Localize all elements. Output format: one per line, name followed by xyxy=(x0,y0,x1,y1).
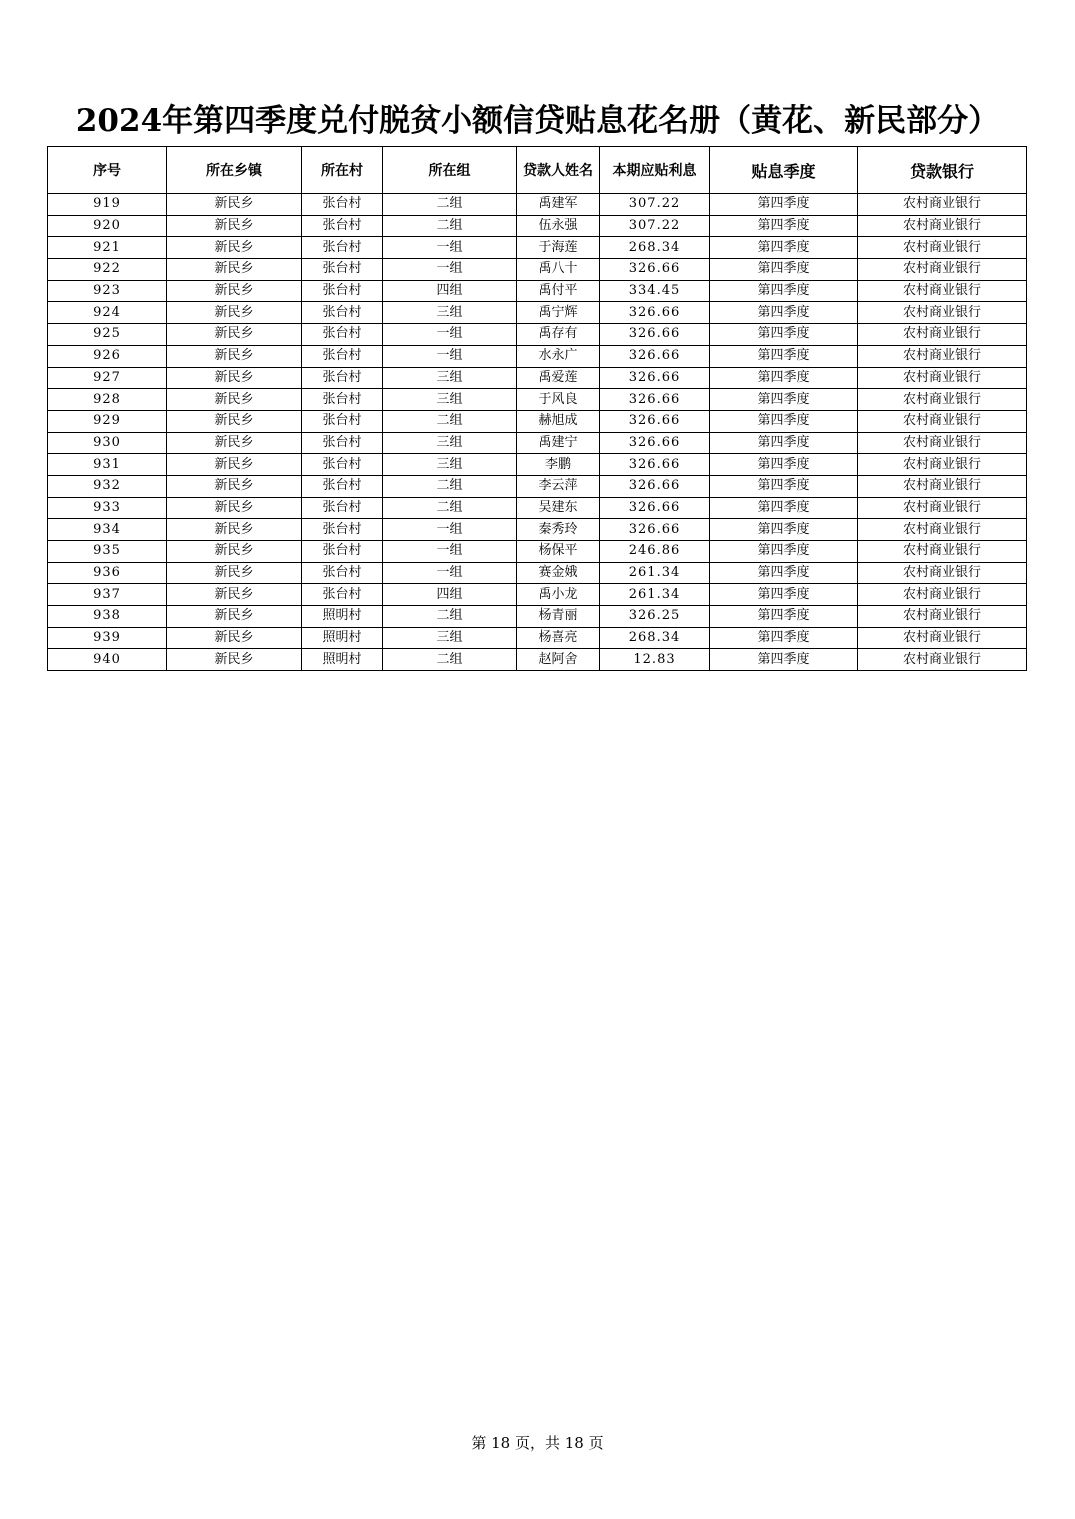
group-cell: 一组 xyxy=(383,562,517,584)
township-cell: 新民乡 xyxy=(167,519,302,541)
group-cell: 三组 xyxy=(383,454,517,476)
lending-bank-cell: 农村商业银行 xyxy=(858,389,1027,411)
header-serial-number: 序号 xyxy=(48,147,167,194)
township-cell: 新民乡 xyxy=(167,497,302,519)
borrower-name-cell: 水永广 xyxy=(517,345,600,367)
interest-amount-cell: 326.66 xyxy=(600,410,710,432)
serial-number-cell: 919 xyxy=(48,194,167,216)
lending-bank-cell: 农村商业银行 xyxy=(858,345,1027,367)
subsidy-quarter-cell: 第四季度 xyxy=(710,410,858,432)
group-cell: 二组 xyxy=(383,410,517,432)
serial-number-cell: 933 xyxy=(48,497,167,519)
header-township: 所在乡镇 xyxy=(167,147,302,194)
document-title: 2024年第四季度兑付脱贫小额信贷贴息花名册（黄花、新民部分） xyxy=(75,103,1000,139)
subsidy-quarter-cell: 第四季度 xyxy=(710,389,858,411)
township-cell: 新民乡 xyxy=(167,606,302,628)
township-cell: 新民乡 xyxy=(167,649,302,671)
subsidy-quarter-cell: 第四季度 xyxy=(710,280,858,302)
table-row xyxy=(48,215,1027,237)
serial-number-cell: 928 xyxy=(48,389,167,411)
table-row xyxy=(48,454,1027,476)
interest-amount-cell: 246.86 xyxy=(600,541,710,563)
lending-bank-cell: 农村商业银行 xyxy=(858,562,1027,584)
subsidy-quarter-cell: 第四季度 xyxy=(710,649,858,671)
group-cell: 四组 xyxy=(383,584,517,606)
lending-bank-cell: 农村商业银行 xyxy=(858,194,1027,216)
borrower-name-cell: 禹建军 xyxy=(517,194,600,216)
village-cell: 张台村 xyxy=(302,519,383,541)
table-row xyxy=(48,627,1027,649)
lending-bank-cell: 农村商业银行 xyxy=(858,584,1027,606)
interest-amount-cell: 12.83 xyxy=(600,649,710,671)
table-row xyxy=(48,649,1027,671)
lending-bank-cell: 农村商业银行 xyxy=(858,649,1027,671)
group-cell: 三组 xyxy=(383,302,517,324)
village-cell: 张台村 xyxy=(302,410,383,432)
township-cell: 新民乡 xyxy=(167,584,302,606)
group-cell: 四组 xyxy=(383,280,517,302)
serial-number-cell: 921 xyxy=(48,237,167,259)
subsidy-quarter-cell: 第四季度 xyxy=(710,584,858,606)
interest-amount-cell: 326.66 xyxy=(600,345,710,367)
header-subsidy-quarter: 贴息季度 xyxy=(710,147,858,194)
township-cell: 新民乡 xyxy=(167,324,302,346)
page-number-footer: 第 18 页，共 18 页 xyxy=(471,1434,604,1452)
table-row xyxy=(48,367,1027,389)
interest-amount-cell: 326.66 xyxy=(600,497,710,519)
interest-amount-cell: 326.66 xyxy=(600,389,710,411)
township-cell: 新民乡 xyxy=(167,541,302,563)
township-cell: 新民乡 xyxy=(167,194,302,216)
subsidy-quarter-cell: 第四季度 xyxy=(710,302,858,324)
village-cell: 张台村 xyxy=(302,259,383,281)
township-cell: 新民乡 xyxy=(167,562,302,584)
borrower-name-cell: 杨青丽 xyxy=(517,606,600,628)
subsidy-quarter-cell: 第四季度 xyxy=(710,215,858,237)
serial-number-cell: 930 xyxy=(48,432,167,454)
interest-amount-cell: 326.66 xyxy=(600,454,710,476)
table-row xyxy=(48,259,1027,281)
subsidy-quarter-cell: 第四季度 xyxy=(710,259,858,281)
serial-number-cell: 936 xyxy=(48,562,167,584)
interest-amount-cell: 326.66 xyxy=(600,367,710,389)
serial-number-cell: 922 xyxy=(48,259,167,281)
interest-amount-cell: 334.45 xyxy=(600,280,710,302)
table-row xyxy=(48,541,1027,563)
group-cell: 三组 xyxy=(383,432,517,454)
interest-amount-cell: 307.22 xyxy=(600,215,710,237)
village-cell: 张台村 xyxy=(302,497,383,519)
interest-amount-cell: 326.66 xyxy=(600,302,710,324)
table-row xyxy=(48,519,1027,541)
group-cell: 三组 xyxy=(383,627,517,649)
township-cell: 新民乡 xyxy=(167,345,302,367)
township-cell: 新民乡 xyxy=(167,302,302,324)
serial-number-cell: 925 xyxy=(48,324,167,346)
village-cell: 张台村 xyxy=(302,215,383,237)
borrower-name-cell: 禹付平 xyxy=(517,280,600,302)
lending-bank-cell: 农村商业银行 xyxy=(858,259,1027,281)
table-row xyxy=(48,497,1027,519)
township-cell: 新民乡 xyxy=(167,280,302,302)
village-cell: 张台村 xyxy=(302,280,383,302)
borrower-name-cell: 赫旭成 xyxy=(517,410,600,432)
serial-number-cell: 935 xyxy=(48,541,167,563)
lending-bank-cell: 农村商业银行 xyxy=(858,410,1027,432)
serial-number-cell: 920 xyxy=(48,215,167,237)
village-cell: 张台村 xyxy=(302,475,383,497)
group-cell: 一组 xyxy=(383,519,517,541)
serial-number-cell: 929 xyxy=(48,410,167,432)
township-cell: 新民乡 xyxy=(167,410,302,432)
subsidy-quarter-cell: 第四季度 xyxy=(710,541,858,563)
interest-amount-cell: 326.66 xyxy=(600,519,710,541)
borrower-name-cell: 吴建东 xyxy=(517,497,600,519)
borrower-name-cell: 禹存有 xyxy=(517,324,600,346)
interest-amount-cell: 326.66 xyxy=(600,259,710,281)
borrower-name-cell: 李鹏 xyxy=(517,454,600,476)
group-cell: 二组 xyxy=(383,497,517,519)
village-cell: 张台村 xyxy=(302,541,383,563)
township-cell: 新民乡 xyxy=(167,215,302,237)
village-cell: 照明村 xyxy=(302,606,383,628)
table-header-row xyxy=(48,147,1027,194)
village-cell: 张台村 xyxy=(302,584,383,606)
lending-bank-cell: 农村商业银行 xyxy=(858,497,1027,519)
table-row xyxy=(48,345,1027,367)
village-cell: 张台村 xyxy=(302,367,383,389)
serial-number-cell: 932 xyxy=(48,475,167,497)
village-cell: 张台村 xyxy=(302,454,383,476)
subsidy-quarter-cell: 第四季度 xyxy=(710,194,858,216)
group-cell: 三组 xyxy=(383,389,517,411)
township-cell: 新民乡 xyxy=(167,475,302,497)
subsidy-quarter-cell: 第四季度 xyxy=(710,475,858,497)
interest-amount-cell: 268.34 xyxy=(600,627,710,649)
table-row xyxy=(48,432,1027,454)
serial-number-cell: 927 xyxy=(48,367,167,389)
township-cell: 新民乡 xyxy=(167,627,302,649)
serial-number-cell: 939 xyxy=(48,627,167,649)
lending-bank-cell: 农村商业银行 xyxy=(858,367,1027,389)
borrower-name-cell: 禹八十 xyxy=(517,259,600,281)
township-cell: 新民乡 xyxy=(167,432,302,454)
borrower-name-cell: 赛金娥 xyxy=(517,562,600,584)
interest-amount-cell: 326.25 xyxy=(600,606,710,628)
lending-bank-cell: 农村商业银行 xyxy=(858,215,1027,237)
group-cell: 二组 xyxy=(383,649,517,671)
township-cell: 新民乡 xyxy=(167,237,302,259)
township-cell: 新民乡 xyxy=(167,389,302,411)
borrower-name-cell: 禹宁辉 xyxy=(517,302,600,324)
lending-bank-cell: 农村商业银行 xyxy=(858,606,1027,628)
lending-bank-cell: 农村商业银行 xyxy=(858,454,1027,476)
lending-bank-cell: 农村商业银行 xyxy=(858,237,1027,259)
interest-amount-cell: 307.22 xyxy=(600,194,710,216)
table-row xyxy=(48,475,1027,497)
group-cell: 一组 xyxy=(383,237,517,259)
subsidy-quarter-cell: 第四季度 xyxy=(710,562,858,584)
borrower-name-cell: 李云萍 xyxy=(517,475,600,497)
subsidy-quarter-cell: 第四季度 xyxy=(710,432,858,454)
borrower-name-cell: 禹建宁 xyxy=(517,432,600,454)
lending-bank-cell: 农村商业银行 xyxy=(858,280,1027,302)
subsidy-roster-table xyxy=(47,146,1027,671)
group-cell: 一组 xyxy=(383,324,517,346)
subsidy-quarter-cell: 第四季度 xyxy=(710,367,858,389)
village-cell: 张台村 xyxy=(302,389,383,411)
village-cell: 张台村 xyxy=(302,324,383,346)
borrower-name-cell: 禹小龙 xyxy=(517,584,600,606)
interest-amount-cell: 326.66 xyxy=(600,324,710,346)
table-row xyxy=(48,237,1027,259)
serial-number-cell: 926 xyxy=(48,345,167,367)
interest-amount-cell: 326.66 xyxy=(600,432,710,454)
subsidy-quarter-cell: 第四季度 xyxy=(710,454,858,476)
lending-bank-cell: 农村商业银行 xyxy=(858,627,1027,649)
group-cell: 二组 xyxy=(383,215,517,237)
serial-number-cell: 931 xyxy=(48,454,167,476)
serial-number-cell: 940 xyxy=(48,649,167,671)
table-row xyxy=(48,606,1027,628)
subsidy-quarter-cell: 第四季度 xyxy=(710,519,858,541)
village-cell: 张台村 xyxy=(302,432,383,454)
lending-bank-cell: 农村商业银行 xyxy=(858,432,1027,454)
group-cell: 二组 xyxy=(383,475,517,497)
group-cell: 一组 xyxy=(383,345,517,367)
table-row xyxy=(48,562,1027,584)
village-cell: 张台村 xyxy=(302,237,383,259)
subsidy-quarter-cell: 第四季度 xyxy=(710,324,858,346)
lending-bank-cell: 农村商业银行 xyxy=(858,302,1027,324)
borrower-name-cell: 秦秀玲 xyxy=(517,519,600,541)
serial-number-cell: 938 xyxy=(48,606,167,628)
group-cell: 二组 xyxy=(383,606,517,628)
table-row xyxy=(48,280,1027,302)
table-row xyxy=(48,389,1027,411)
group-cell: 一组 xyxy=(383,259,517,281)
serial-number-cell: 937 xyxy=(48,584,167,606)
interest-amount-cell: 261.34 xyxy=(600,584,710,606)
subsidy-quarter-cell: 第四季度 xyxy=(710,627,858,649)
table-row xyxy=(48,194,1027,216)
village-cell: 张台村 xyxy=(302,345,383,367)
borrower-name-cell: 于海莲 xyxy=(517,237,600,259)
village-cell: 张台村 xyxy=(302,562,383,584)
lending-bank-cell: 农村商业银行 xyxy=(858,541,1027,563)
subsidy-quarter-cell: 第四季度 xyxy=(710,606,858,628)
table-body xyxy=(48,194,1027,671)
table-row xyxy=(48,302,1027,324)
table-row xyxy=(48,410,1027,432)
group-cell: 一组 xyxy=(383,541,517,563)
village-cell: 张台村 xyxy=(302,194,383,216)
township-cell: 新民乡 xyxy=(167,454,302,476)
village-cell: 张台村 xyxy=(302,302,383,324)
serial-number-cell: 934 xyxy=(48,519,167,541)
township-cell: 新民乡 xyxy=(167,259,302,281)
village-cell: 照明村 xyxy=(302,627,383,649)
lending-bank-cell: 农村商业银行 xyxy=(858,475,1027,497)
borrower-name-cell: 于风良 xyxy=(517,389,600,411)
village-cell: 照明村 xyxy=(302,649,383,671)
group-cell: 二组 xyxy=(383,194,517,216)
serial-number-cell: 924 xyxy=(48,302,167,324)
borrower-name-cell: 赵阿舍 xyxy=(517,649,600,671)
header-village: 所在村 xyxy=(302,147,383,194)
lending-bank-cell: 农村商业银行 xyxy=(858,324,1027,346)
borrower-name-cell: 杨保平 xyxy=(517,541,600,563)
serial-number-cell: 923 xyxy=(48,280,167,302)
borrower-name-cell: 杨喜亮 xyxy=(517,627,600,649)
table-row xyxy=(48,324,1027,346)
lending-bank-cell: 农村商业银行 xyxy=(858,519,1027,541)
table-row xyxy=(48,584,1027,606)
subsidy-quarter-cell: 第四季度 xyxy=(710,345,858,367)
subsidy-quarter-cell: 第四季度 xyxy=(710,497,858,519)
group-cell: 三组 xyxy=(383,367,517,389)
township-cell: 新民乡 xyxy=(167,367,302,389)
interest-amount-cell: 261.34 xyxy=(600,562,710,584)
header-borrower-name: 贷款人姓名 xyxy=(517,147,600,194)
interest-amount-cell: 268.34 xyxy=(600,237,710,259)
header-interest-amount: 本期应贴利息 xyxy=(600,147,710,194)
subsidy-quarter-cell: 第四季度 xyxy=(710,237,858,259)
borrower-name-cell: 伍永强 xyxy=(517,215,600,237)
header-group: 所在组 xyxy=(383,147,517,194)
borrower-name-cell: 禹爱莲 xyxy=(517,367,600,389)
header-lending-bank: 贷款银行 xyxy=(858,147,1027,194)
interest-amount-cell: 326.66 xyxy=(600,475,710,497)
